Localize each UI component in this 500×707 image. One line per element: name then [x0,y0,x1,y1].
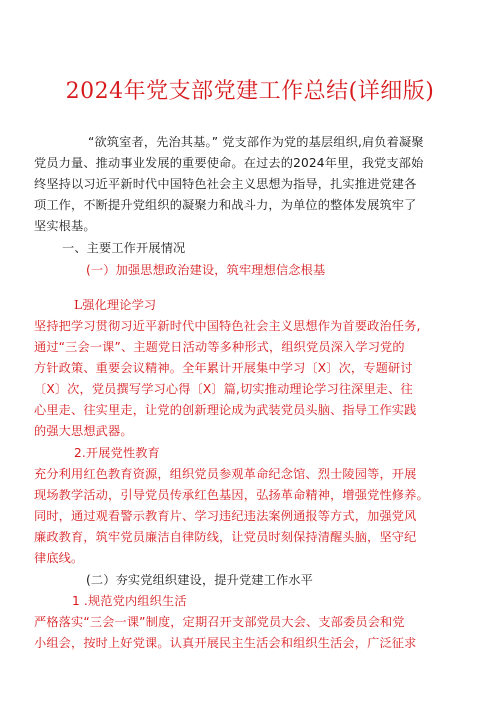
intro-line: 项工作，不断提升党组织的凝聚力和战斗力，为单位的整体发展筑牢了 [34,198,417,212]
item-body-line: 方针政策、重要会议精神。全年累计开展集中学习〔X〕次，专题研讨 [34,361,413,375]
subsection-heading: (二）夯实党组织建设，提升党建工作水平 [86,573,313,587]
intro-line: “欲筑室者，先治其基。” 党支部作为党的基层组织,肩负着凝聚 [88,135,424,149]
item-body-line: 严格落实“三会一课”制度，定期召开支部党员大会、支部委员会和党 [34,615,405,629]
section-heading: 一、主要工作开展情况 [62,241,186,255]
subsection-heading: (一）加强思想政治建设，筑牢理想信念根基 [86,263,326,277]
item-heading: 2.开展党性教育 [74,446,160,460]
item-body-line: 现场教学活动，引导党员传承红色基因，弘扬革命精神，增强党性修养。 [34,488,429,502]
intro-line: 终坚持以习近平新时代中国特色社会主义思想为指导，扎实推进党建各 [34,177,417,191]
item-body-line: 通过“三会一课”、主题党日活动等多种形式，组织党员深入学习党的 [34,340,405,354]
item-heading: 1 .规范党内组织生活 [72,594,187,608]
item-body-line: 同时，通过观看警示教育片、学习违纪违法案例通报等方式，加强党风 [34,509,417,523]
item-body-line: 的强大思想武器。 [34,424,133,438]
item-body-line: 心里走、往实里走，让党的创新理论成为武装党员头脑、指导工作实践 [34,403,417,417]
item-heading: L强化理论学习 [74,298,157,312]
item-body-line: 坚持把学习贯彻习近平新时代中国特色社会主义思想作为首要政治任务, [34,319,421,333]
item-body-line: 充分利用红色教育资源，组织党员参观革命纪念馆、烈士陵园等，开展 [34,467,417,481]
document-title: 2024年党支部党建工作总结(详细版) [65,79,435,104]
intro-line: 坚实根基。 [34,219,96,233]
item-body-line: 律底线。 [34,551,84,565]
item-body-line: 小组会，按时上好党课。认真开展民主生活会和组织生活会，广泛征求 [34,636,417,650]
intro-line: 党员力量、推动事业发展的重要使命。在过去的2024年里，我党支部始 [34,156,424,170]
item-body-line: 廉政教育，筑牢党员廉洁自律防线，让党员时刻保持清醒头脑，坚守纪 [34,530,417,544]
item-body-line: 〔X〕次，党员撰写学习心得〔X〕篇,切实推动理论学习往深里走、往 [34,382,413,396]
